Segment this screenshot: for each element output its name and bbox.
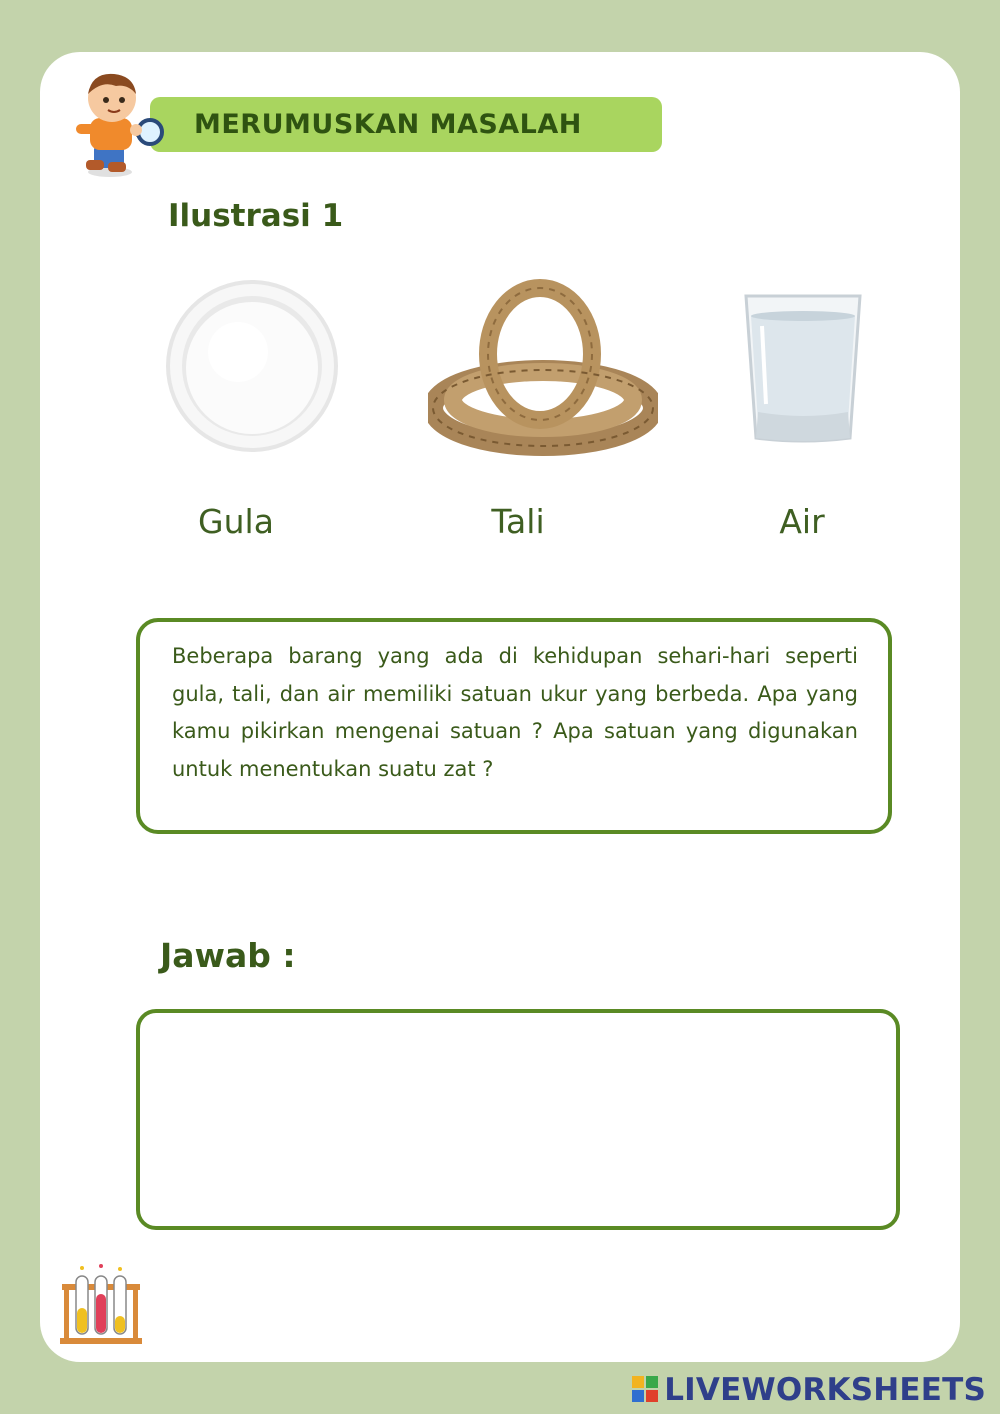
brand-text: LIVEWORKSHEETS (664, 1372, 986, 1408)
liveworksheets-brand (632, 1372, 986, 1408)
page-title: MERUMUSKAN MASALAH (194, 109, 582, 140)
rope-icon (428, 278, 658, 456)
illustration-heading: Ilustrasi 1 (168, 198, 344, 234)
answer-input[interactable] (136, 1009, 900, 1230)
answer-label: Jawab : (160, 936, 296, 975)
item-label-gula: Gula (198, 502, 274, 541)
boy-magnifier-icon (72, 68, 172, 180)
item-label-air: Air (779, 502, 825, 541)
item-label-tali: Tali (491, 502, 545, 541)
title-banner (150, 97, 662, 152)
question-box (136, 618, 892, 834)
liveworksheets-logo-icon (632, 1376, 660, 1404)
test-tubes-icon (58, 1262, 144, 1346)
sugar-bowl-icon (164, 278, 340, 454)
question-text: Beberapa barang yang ada di kehidupan sehari-hari seperti gula, tali, dan air memiliki satuan ukur yang berbeda. Apa yang kamu pikirkan mengenai satuan ? Apa satuan yang digunakan untuk menentukan suatu zat ? (172, 644, 858, 781)
water-glass-icon (742, 292, 864, 444)
